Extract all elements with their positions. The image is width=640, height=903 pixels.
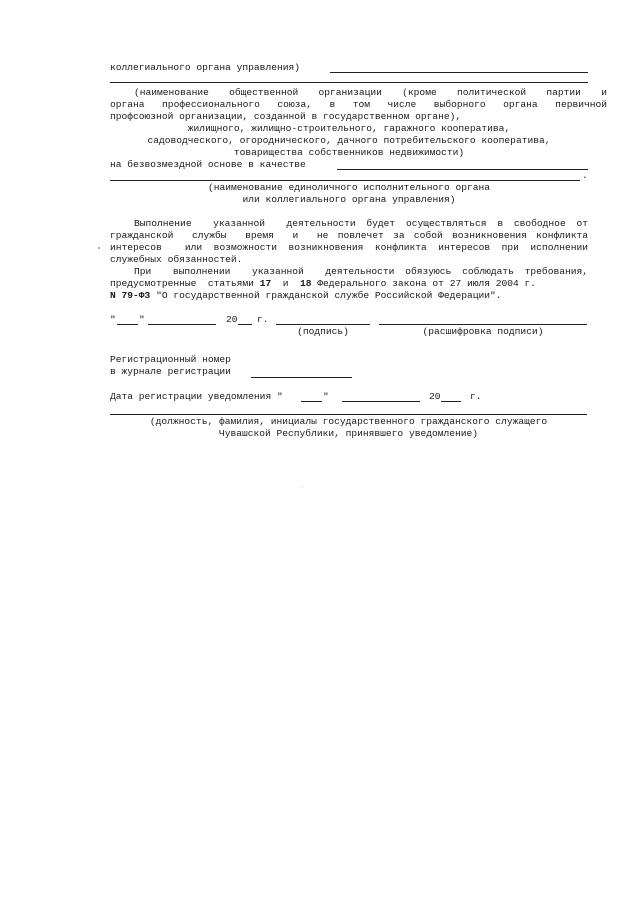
official-field[interactable] xyxy=(110,414,587,415)
exec-caption-line-2: или коллегиального органа управления) xyxy=(242,194,456,205)
basis-end-dot: . xyxy=(582,170,588,181)
date-reg-month-field[interactable] xyxy=(342,401,420,402)
registration-number-field[interactable] xyxy=(251,377,352,378)
scan-speck xyxy=(98,247,100,249)
date-reg-label: Дата регистрации уведомления " xyxy=(110,391,283,402)
signature-decode-field[interactable] xyxy=(379,324,587,325)
sig-day-field[interactable] xyxy=(117,324,138,325)
position-field-2[interactable] xyxy=(110,180,580,181)
para1-line-3: интересов или возможности возникновения конфликта интересов при исполнении xyxy=(110,242,588,253)
sig-quote-close: " xyxy=(139,314,145,325)
date-reg-year-suffix: г. xyxy=(470,391,482,402)
para2-line-2 xyxy=(110,278,536,290)
sig-year-prefix: 20 xyxy=(226,314,238,325)
org-name-field[interactable] xyxy=(110,82,588,83)
sig-quote-open: " xyxy=(110,314,116,325)
registration-label-1: Регистрационный номер xyxy=(110,354,231,365)
sig-year-field[interactable] xyxy=(238,324,252,325)
signature-field[interactable] xyxy=(276,324,370,325)
org-caption-line-1: (наименование общественной организации (кроме политической партии и xyxy=(134,87,607,98)
exec-caption-line-1: (наименование единоличного исполнительного органа xyxy=(207,182,491,193)
para1-line-1: Выполнение указанной деятельности будет осуществляться в свободное от xyxy=(134,218,588,229)
sig-year-suffix: г. xyxy=(257,314,269,325)
collegial-body-field[interactable] xyxy=(330,72,588,73)
signature-caption: (подпись) xyxy=(297,326,349,337)
date-reg-year-field[interactable] xyxy=(441,401,461,402)
para1-line-4: служебных обязанностей. xyxy=(110,254,243,265)
org-caption-line-2: органа профессионального союза, в том числе выборного органа первичной xyxy=(110,99,607,110)
scan-speck xyxy=(302,486,303,487)
law-79-fz-link[interactable]: N 79-ФЗ xyxy=(110,290,151,301)
org-caption-line-6: товарищества собственников недвижимости) xyxy=(233,147,465,158)
para2-line-1: При выполнении указанной деятельности обязуюсь соблюдать требования, xyxy=(134,266,588,277)
org-caption-line-4: жилищного, жилищно-строительного, гаражного кооператива, xyxy=(187,123,511,134)
registration-label-2: в журнале регистрации xyxy=(110,366,231,377)
date-reg-quote-close: " xyxy=(323,391,329,402)
collegial-body-label: коллегиального органа управления) xyxy=(110,62,300,73)
official-caption-line-1: (должность, фамилия, инициалы государственного гражданского служащего xyxy=(149,416,548,427)
org-caption-line-5: садоводческого, огороднического, дачного потребительского кооператива, xyxy=(147,135,551,146)
official-caption-line-2: Чувашской Республики, принявшего уведомление) xyxy=(218,428,479,439)
signature-decode-caption: (расшифровка подписи) xyxy=(422,326,544,337)
para1-line-2: гражданской службы время и не повлечет за собой возникновения конфликта xyxy=(110,230,588,241)
basis-label: на безвозмездной основе в качестве xyxy=(110,159,306,170)
org-caption-line-3: профсоюзной организации, созданной в государственном органе), xyxy=(110,111,462,122)
position-field[interactable] xyxy=(337,169,588,170)
article-18-link[interactable]: 18 xyxy=(300,278,312,289)
para2-line-2-law: Федерального закона от 27 июля 2004 г. xyxy=(311,278,537,289)
article-17-link[interactable]: 17 xyxy=(259,278,272,289)
sig-month-field[interactable] xyxy=(148,324,216,325)
date-reg-year-prefix: 20 xyxy=(429,391,441,402)
date-reg-day-field[interactable] xyxy=(301,401,322,402)
para2-line-3 xyxy=(110,290,502,302)
para2-line-2-and: и xyxy=(271,278,300,289)
para2-line-2-text: предусмотренные статьями xyxy=(110,278,260,289)
para2-line-3-text: "О государственной гражданской службе Российской Федерации". xyxy=(150,290,502,301)
